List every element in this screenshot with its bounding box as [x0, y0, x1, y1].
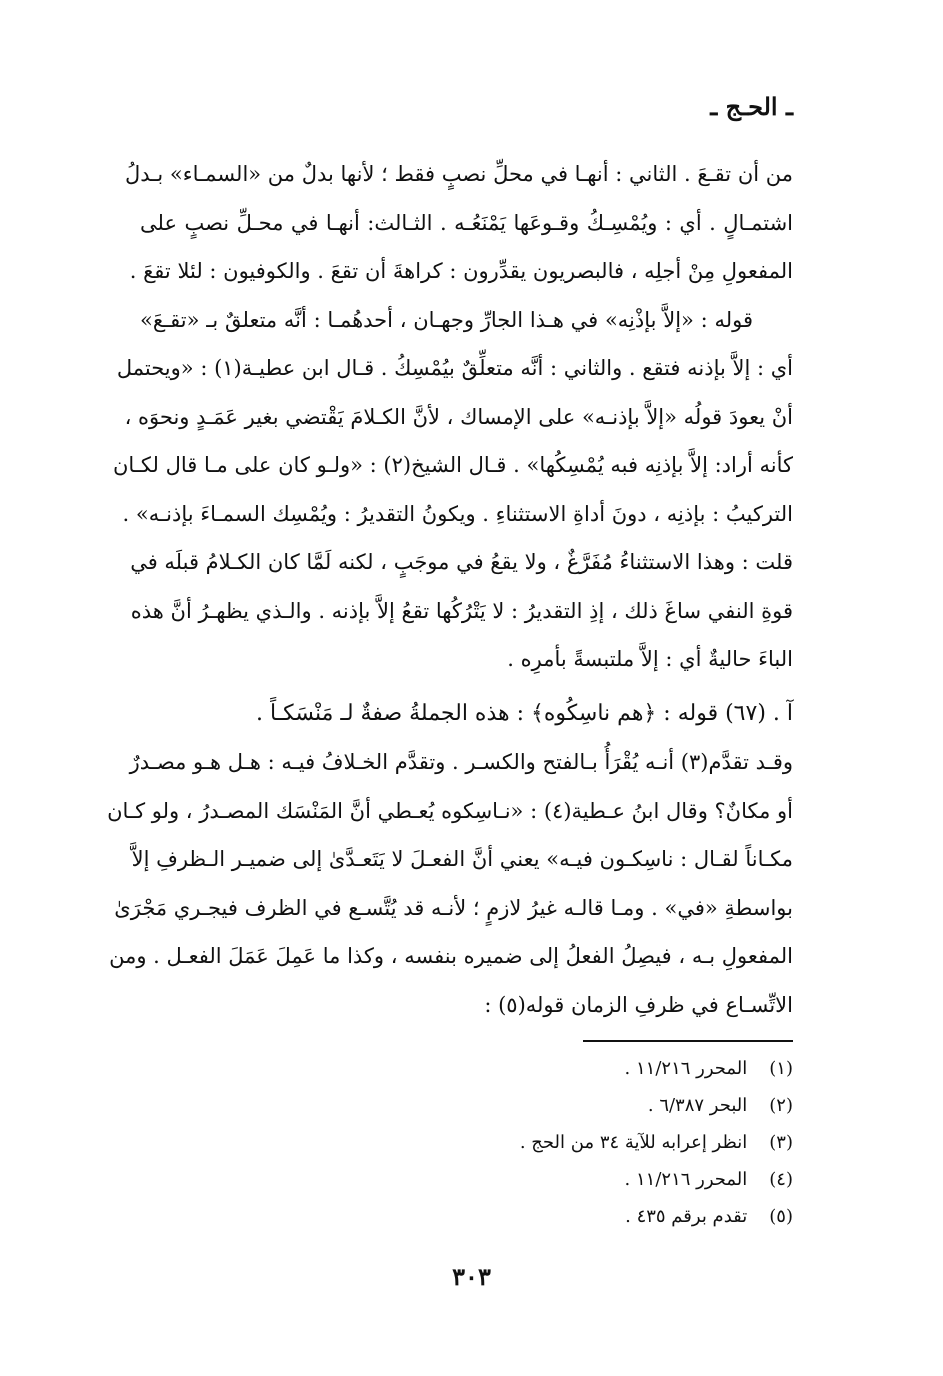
text-line: من أن تقـعَ . الثاني : أنهـا في محلِّ نصبٍ فقط ؛ لأنها بدلٌ من «السمـاء» بـدلُ: [124, 162, 793, 186]
footnote-text: انظر إعرابه للآية ٣٤ من الحج .: [519, 1132, 748, 1153]
footnote-item: [300, 1124, 793, 1161]
body-text: [107, 150, 793, 1029]
running-head: ـ الحـج ـ: [710, 92, 793, 121]
text-line: المفعولِ مِنْ أجلِه ، فالبصريون يقدِّرون : كراهةَ أن تقعَ . والكوفيون : لئلا تقعَ .: [129, 259, 793, 283]
text-line: التركيبُ : بإذنِه ، دونَ أداةِ الاستثناءِ . ويكونُ التقديرُ : ويُمْسِك السمـاءَ بإذنـه» .: [122, 501, 793, 526]
footnote-text: البحر ٦/٣٨٧ .: [647, 1095, 748, 1116]
footnotes: [300, 1050, 793, 1235]
footnote-number: (٢): [769, 1095, 793, 1116]
footnote-number: (٤): [769, 1169, 793, 1190]
footnote-text: المحرر ١١/٢١٦ .: [624, 1169, 748, 1190]
footnote-text: تقدم برقم ٤٣٥ .: [625, 1206, 748, 1227]
footnote-item: [300, 1198, 793, 1235]
text-line: وقـد تقدَّم(٣) أنـه يُقْرَأُ بـالفتح والكسـر . وتقدَّم الخـلافُ فيـه : هـل هـو مصـدرٌ: [129, 750, 793, 774]
text-line: اشتمـالٍ . أي : ويُمْسِـكُ وقـوعَها يَمْنَعُـه . الثـالث: أنهـا في محـلِّ نصبٍ على: [140, 210, 793, 235]
text-line: أو مكانٌ؟ وقال ابنُ عـطية(٤) : «نـاسِكوه يُعـطي أنَّ المَنْسَك المصـدرُ ، ولو كـان: [107, 798, 793, 823]
footnote-item: [300, 1050, 793, 1087]
footnote-item: [300, 1087, 793, 1124]
page-number: ٣٠٣: [452, 1262, 491, 1291]
footnote-number: (٥): [769, 1206, 793, 1227]
text-line: أنْ يعودَ قولُه «إلاَّ بإذنـه» على الإمساك ، لأنَّ الكـلامَ يَقْتضي بغير عَمَـدٍ ونحوَه ،: [124, 404, 793, 429]
text-line: أي : إلاَّ بإذنه فتقع . والثاني : أنَّه متعلِّقٌ بيُمْسِكُ . قـال ابن عطيـة(١) : «ويحتمل: [116, 356, 793, 380]
footnote-divider: [583, 1040, 793, 1042]
text-line: قوله : «إلاَّ بإذْنِه» في هـذا الجارِّ وجهـان ، أحدهُمـا : أنَّه متعلقٌ بـ «تقـعَ»: [140, 307, 753, 332]
text-line: الاتِّسـاع في ظرفِ الزمان قوله(٥) :: [484, 992, 793, 1017]
text-line: بواسطةِ «في» . ومـا قالـه غيرُ لازمٍ ؛ لأنـه قد يُتَّسـع في الظرف فيجـري مَجْرَىٰ: [114, 895, 793, 920]
footnote-item: [300, 1161, 793, 1198]
text-line: المفعولِ بـه ، فيصِلُ الفعلُ إلى ضميره بنفسه ، وكذا ما عَمِلَ عَمَلَ الفعـل . ومن: [109, 944, 793, 968]
footnote-text: المحرر ١١/٢١٦ .: [624, 1058, 748, 1079]
text-line: قلت : وهذا الاستثناءُ مُفَرَّغٌ ، ولا يقعُ في موجَبٍ ، لكنه لَمَّا كان الكـلامُ قبلَه في: [130, 550, 793, 574]
text-line: الباءَ حاليةٌ أي : إلاَّ ملتبسةً بأمرِه .: [507, 647, 793, 671]
text-line: كأنه أراد: إلاَّ بإذنِه فبه يُمْسِكُها» . قـال الشيخ(٢) : «ولـو كان على مـا قال لكـان: [112, 453, 793, 477]
text-line: مكـاناً لقـال : ناسِكـون فيـه» يعني أنَّ الفعـلَ لا يَتَعـدَّىٰ إلى ضميـر الـظرفِ إلاَّ: [131, 847, 793, 871]
text-line: قوةِ النفي ساغَ ذلك ، إذِ التقديرُ : لا يَتْرُكُها تقعُ إلاَّ بإذنه . والـذي يظهـرُ أنَّ هذه: [130, 598, 793, 623]
footnote-number: (٣): [769, 1132, 793, 1153]
footnote-number: (١): [769, 1058, 793, 1079]
entry-heading: آ . (٦٧) قوله : ﴿هم ناسِكُوه﴾ : هذه الجملةُ صفةٌ لـ مَنْسَكـاً .: [256, 700, 793, 726]
